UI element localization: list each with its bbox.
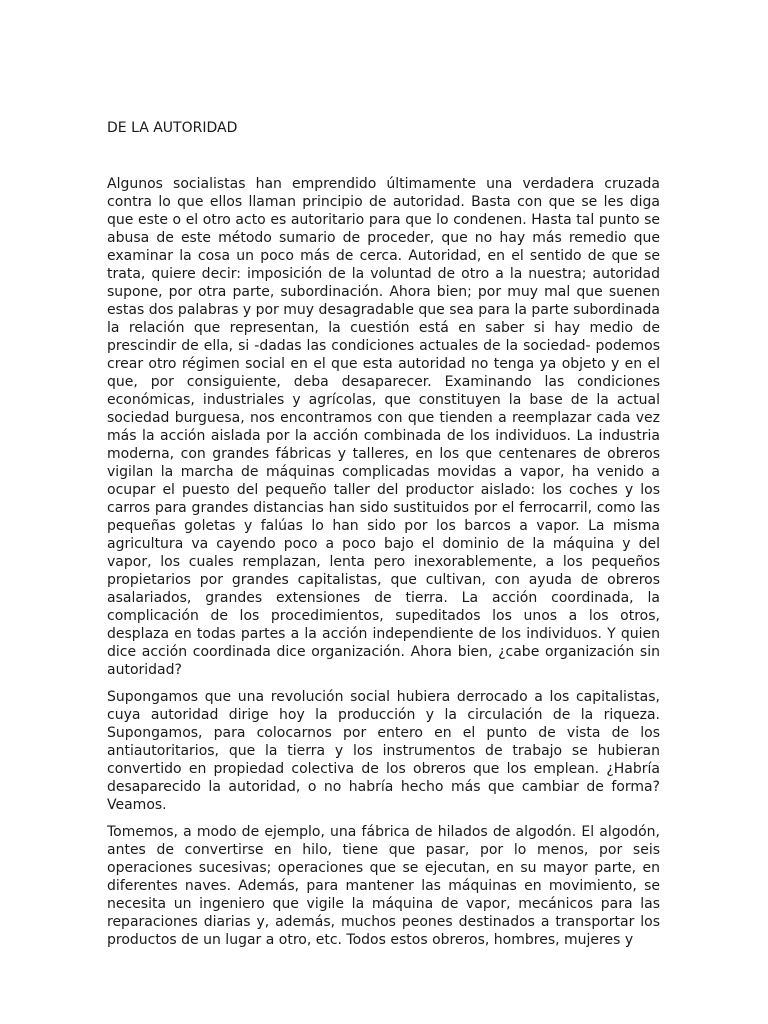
- paragraph-3: Tomemos, a modo de ejemplo, una fábrica de hilados de algodón. El algodón, antes de convertirse en hilo, tiene que pasar, por lo menos, por seis operaciones sucesivas; operaciones que se ejecutan, en su mayor parte, en diferentes naves. Además, para mantener las máquinas en movimiento, se necesita un ingeniero que vigile la máquina de vapor, mecánicos para las reparaciones diarias y, además, muchos peones destinados a transportar los productos de un lugar a otro, etc. Todos estos obreros, hombres, mujeres y: [107, 824, 660, 948]
- document-page: [107, 118, 660, 958]
- document-title: DE LA AUTORIDAD: [107, 120, 238, 136]
- paragraph-2: Supongamos que una revolución social hubiera derrocado a los capitalistas, cuya autoridad dirige hoy la producción y la circulación de la riqueza. Supongamos, para colocarnos por entero en el punto de vista de los antiautoritarios, que la tierra y los instrumentos de trabajo se hubieran convertido en propiedad colectiva de los obreros que los emplean. ¿Habría desaparecido la autoridad, o no habría hecho más que cambiar de forma? Veamos.: [107, 689, 660, 813]
- paragraph-1: Algunos socialistas han emprendido últimamente una verdadera cruzada contra lo que ellos llaman principio de autoridad. Basta con que se les diga que este o el otro acto es autoritario para que lo condenen. Hasta tal punto se abusa de este método sumario de proceder, que no hay más remedio que examinar la cosa un poco más de cerca. Autoridad, en el sentido de que se trata, quiere decir: imposición de la voluntad de otro a la nuestra; autoridad supone, por otra parte, subordinación. Ahora bien; por muy mal que suenen estas dos palabras y por muy desagradable que sea para la parte subordinada la relación que representan, la cuestión está en saber si hay medio de prescindir de ella, si -dadas las condiciones actuales de la sociedad- podemos crear otro régimen social en el que esta autoridad no tenga ya objeto y en el que, por consiguiente, deba desaparecer. Examinando las condiciones económicas, industriales y agrícolas, que constituyen la base de la actual sociedad burguesa, nos encontramos con que tienden a reemplazar cada vez más la acción aislada por la acción combinada de los individuos. La industria moderna, con grandes fábricas y talleres, en los que centenares de obreros vigilan la marcha de máquinas complicadas movidas a vapor, ha venido a ocupar el puesto del pequeño taller del productor aislado: los coches y los carros para grandes distancias han sido sustituidos por el ferrocarril, como las pequeñas goletas y falúas lo han sido por los barcos a vapor. La misma agricultura va cayendo poco a poco bajo el dominio de la máquina y del vapor, los cuales remplazan, lenta pero inexorablemente, a los pequeños propietarios por grandes capitalistas, que cultivan, con ayuda de obreros asalariados, grandes extensiones de tierra. La acción coordinada, la complicación de los procedimientos, supeditados los unos a los otros, desplaza en todas partes a la acción independiente de los individuos. Y quien dice acción coordinada dice organización. Ahora bien, ¿cabe organización sin autoridad?: [107, 176, 660, 678]
- document-body: [107, 175, 660, 949]
